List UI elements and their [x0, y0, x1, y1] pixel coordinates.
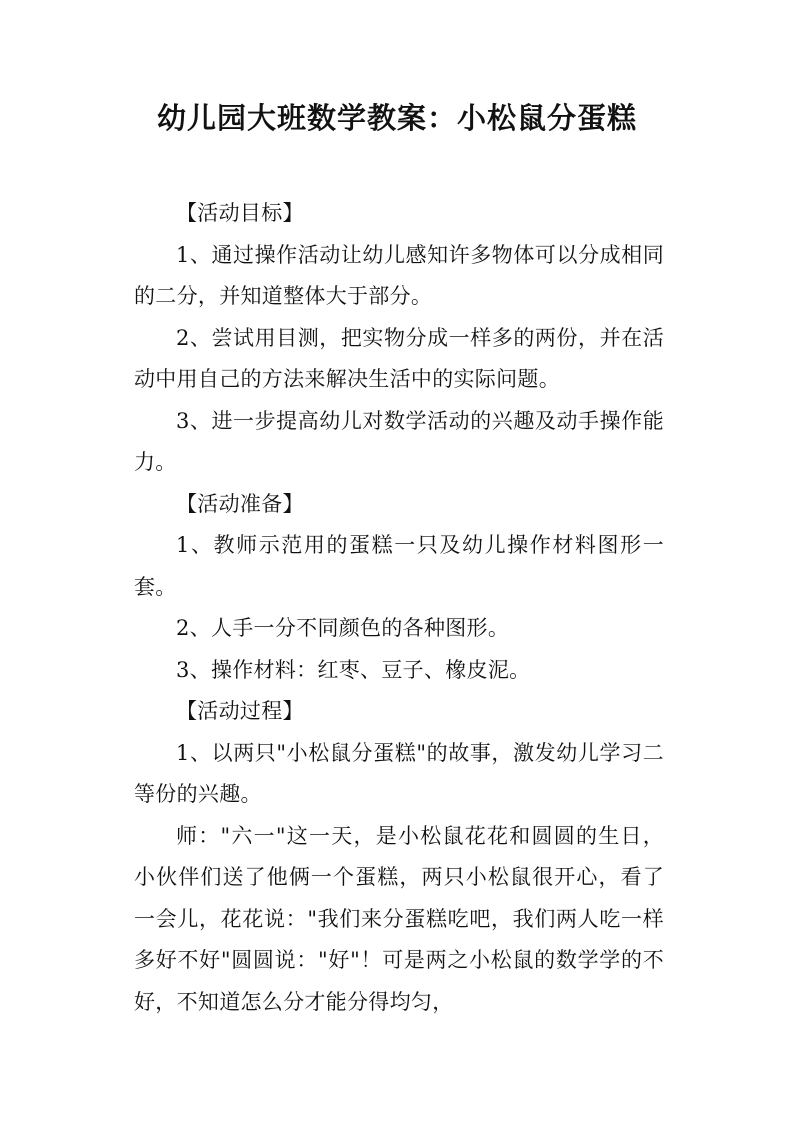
document-title: 幼儿园大班数学教案：小松鼠分蛋糕 — [156, 101, 637, 135]
process-story-paragraph: 师："六一"这一天，是小松鼠花花和圆圆的生日，小伙伴们送了他俩一个蛋糕，两只小松鼠很开心，看了一会儿，花花说："我们来分蛋糕吃吧，我们两人吃一样多好不好"圆圆说："好"！可是两之小松鼠的数学学的不好，不知道怎么分才能分得均匀， — [134, 823, 664, 1014]
heading-activity-goals: 【活动目标】 — [176, 201, 304, 225]
process-item-1: 1、以两只"小松鼠分蛋糕"的故事，激发幼儿学习二等份的兴趣。 — [134, 740, 664, 806]
goal-item-3: 3、进一步提高幼儿对数学活动的兴趣及动手操作能力。 — [134, 408, 664, 474]
goal-item-1: 1、通过操作活动让幼儿感知许多物体可以分成相同的二分，并知道整体大于部分。 — [134, 242, 664, 308]
preparation-item-1: 1、教师示范用的蛋糕一只及幼儿操作材料图形一套。 — [134, 533, 664, 599]
preparation-item-2: 2、人手一分不同颜色的各种图形。 — [176, 616, 510, 640]
goal-item-2: 2、尝试用目测，把实物分成一样多的两份，并在活动中用自己的方法来解决生活中的实际问题。 — [134, 325, 664, 391]
heading-activity-process: 【活动过程】 — [176, 699, 304, 723]
heading-activity-preparation: 【活动准备】 — [176, 491, 304, 516]
preparation-item-3: 3、操作材料：红枣、豆子、橡皮泥。 — [176, 657, 531, 682]
document-body — [134, 193, 664, 1023]
